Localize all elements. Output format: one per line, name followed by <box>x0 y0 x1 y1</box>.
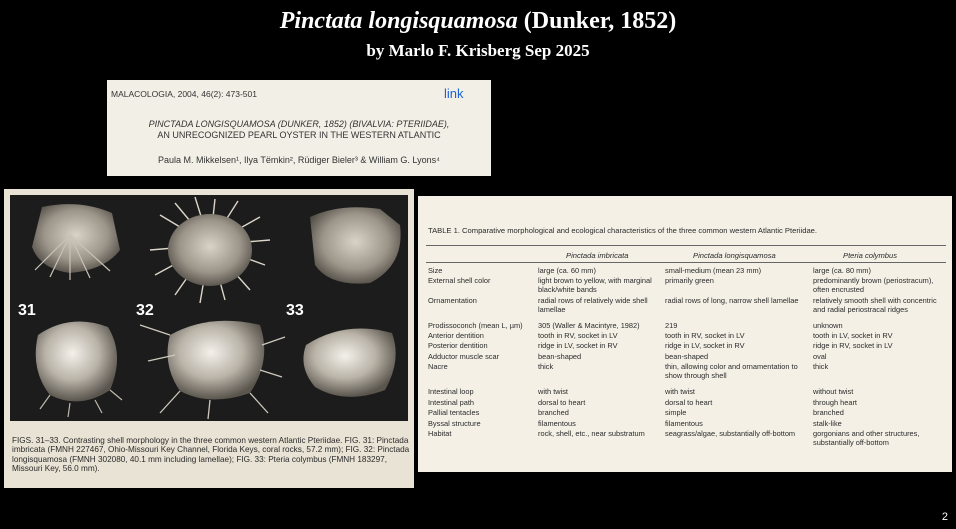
shell-photos-image <box>10 195 408 421</box>
table-cell: large (ca. 60 mm) <box>538 266 596 275</box>
table-cell: thick <box>813 362 829 371</box>
table-row-label: Prodissoconch (mean L, µm) <box>428 321 523 330</box>
table-cell: tooth in RV, socket in LV <box>665 331 745 340</box>
table-rule-top <box>426 245 946 246</box>
table-cell: ridge in RV, socket in LV <box>813 341 893 350</box>
table-cell: light brown to yellow, with marginal black/white bands <box>538 276 652 294</box>
citation-authors: Paula M. Mikkelsen¹, Ilya Tëmkin², Rüdiger Bieler³ & William G. Lyons⁴ <box>158 155 440 165</box>
table-row-label: Adductor muscle scar <box>428 352 500 361</box>
page-number: 2 <box>941 511 948 523</box>
figure-caption: FIGS. 31–33. Contrasting shell morphology in the three common western Atlantic Pteriidae. FIG. 31: Pinctada imbricata (FMNH 227467, Ohio-Missouri Key Channel, Florida Keys, coral rocks, 57.2 mm); FIG. 32: Pinctada longisquamosa (FMNH 302080, 40.1 mm including lamellae); FIG. 33: Pteria colymbus (FMNH 183297, Missouri Key, 56.0 mm). <box>12 436 410 474</box>
table-row-label: External shell color <box>428 276 491 285</box>
table-cell: bean-shaped <box>665 352 709 361</box>
table-cell: primarily green <box>665 276 714 285</box>
table-row-label: Nacre <box>428 362 448 371</box>
table-cell: relatively smooth shell with concentric and radial periostracal ridges <box>813 296 937 314</box>
table-cell: rock, shell, etc., near substratum <box>538 429 645 438</box>
table-row-label: Byssal structure <box>428 419 481 428</box>
table-cell: radial rows of long, narrow shell lamellae <box>665 296 799 305</box>
citation-journal: MALACOLOGIA, 2004, 46(2): 473-501 <box>111 89 257 99</box>
table-cell: ridge in LV, socket in RV <box>538 341 618 350</box>
figure-label-32: 32 <box>136 302 154 319</box>
slide-title <box>0 8 956 35</box>
table-cell: large (ca. 80 mm) <box>813 266 871 275</box>
comparison-table <box>418 196 952 472</box>
table-cell: 219 <box>665 321 678 330</box>
figure-panel <box>4 189 414 488</box>
table-cell: with twist <box>665 387 695 396</box>
table-cell: unknown <box>813 321 843 330</box>
table-row-label: Anterior dentition <box>428 331 484 340</box>
table-cell: seagrass/algae, substantially off-bottom <box>665 429 796 438</box>
table-cell: 305 (Waller & Macintyre, 1982) <box>538 321 640 330</box>
table-header-longisquamosa: Pinctada longisquamosa <box>693 251 776 260</box>
table-cell: radial rows of relatively wide shell lamellae <box>538 296 648 314</box>
table-cell: branched <box>813 408 844 417</box>
table-row-label: Intestinal path <box>428 398 475 407</box>
figure-label-33: 33 <box>286 302 304 319</box>
table-cell: tooth in RV, socket in LV <box>538 331 618 340</box>
table-cell: oval <box>813 352 827 361</box>
table-row-label: Posterior dentition <box>428 341 488 350</box>
table-cell: with twist <box>538 387 568 396</box>
table-cell: branched <box>538 408 569 417</box>
table-cell: through heart <box>813 398 857 407</box>
table-row-label: Pallial tentacles <box>428 408 480 417</box>
table-cell: dorsal to heart <box>538 398 586 407</box>
shell-photo-plate <box>10 195 408 421</box>
table-cell: filamentous <box>538 419 576 428</box>
title-author: (Dunker, 1852) <box>523 8 677 34</box>
table-header-imbricata: Pinctada imbricata <box>566 251 629 260</box>
table-cell: gorgonians and other structures, substantially off-bottom <box>813 429 920 447</box>
citation-title <box>107 119 491 141</box>
table-header-colymbus: Pteria colymbus <box>843 251 898 260</box>
table-cell: bean-shaped <box>538 352 582 361</box>
table-row-label: Intestinal loop <box>428 387 474 396</box>
table-row-label: Ornamentation <box>428 296 477 305</box>
table-row-label: Size <box>428 266 443 275</box>
table-cell: tooth in LV, socket in RV <box>813 331 893 340</box>
table-row-label: Habitat <box>428 429 452 438</box>
figure-label-31: 31 <box>18 302 36 319</box>
table-cell: small-medium (mean 23 mm) <box>665 266 762 275</box>
table-cell: filamentous <box>665 419 703 428</box>
table-cell: ridge in LV, socket in RV <box>665 341 745 350</box>
table-cell: predominantly brown (periostracum), often encrusted <box>813 276 934 294</box>
table-cell: simple <box>665 408 687 417</box>
table-cell: without twist <box>813 387 854 396</box>
slide-subtitle: by Marlo F. Krisberg Sep 2025 <box>366 41 590 60</box>
citation-link[interactable]: link <box>444 86 464 101</box>
table-cell: dorsal to heart <box>665 398 713 407</box>
title-species: Pinctata longisquamosa <box>279 8 518 34</box>
citation-title-line2: AN UNRECOGNIZED PEARL OYSTER IN THE WESTERN ATLANTIC <box>157 130 441 140</box>
table-cell: thick <box>538 362 554 371</box>
citation-panel <box>107 80 491 176</box>
citation-title-line1: PINCTADA LONGISQUAMOSA (DUNKER, 1852) (BIVALVIA: PTERIIDAE), <box>148 119 450 129</box>
table-cell: thin, allowing color and ornamentation to show through shell <box>665 362 798 380</box>
table-cell: stalk-like <box>813 419 842 428</box>
table-rule-header <box>426 262 946 263</box>
table-title: TABLE 1. Comparative morphological and ecological characteristics of the three common western Atlantic Pteriidae. <box>428 226 818 235</box>
